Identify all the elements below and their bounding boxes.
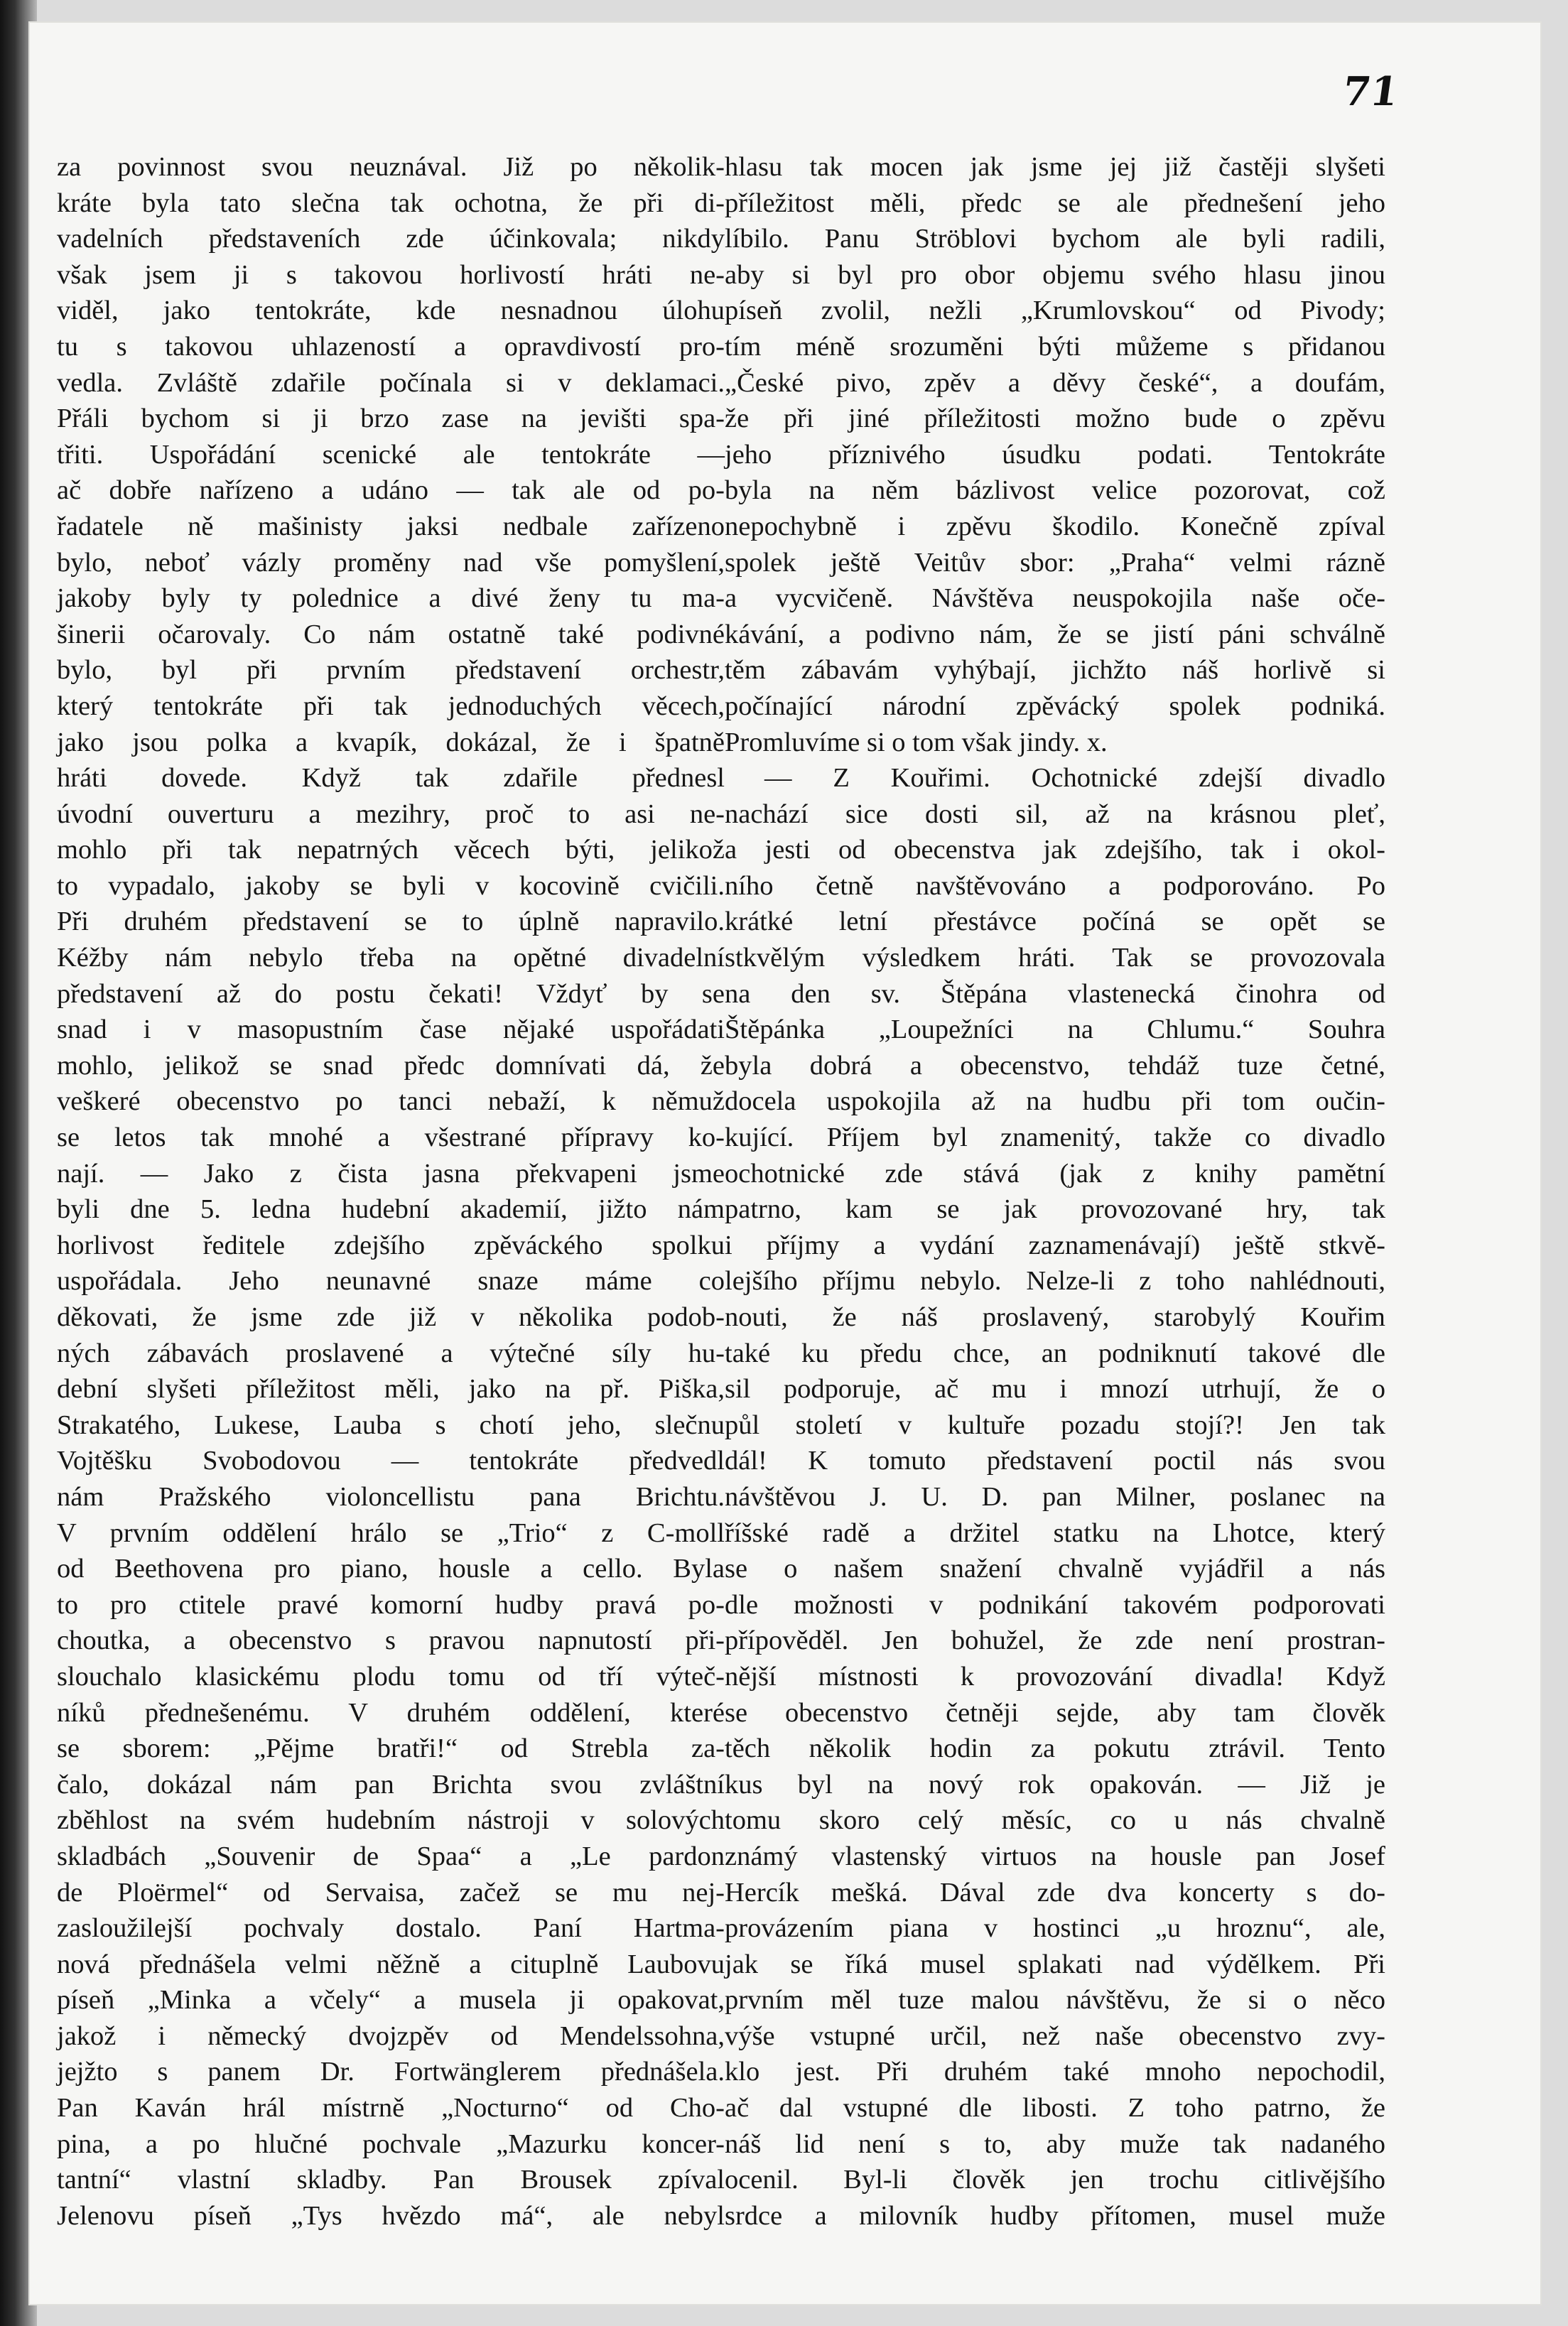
text-line: se sborem: „Pějme bratři!“ od Strebla za- [57, 1733, 725, 1764]
text-line: tomu skoro celý měsíc, co u nás chvalně [725, 1805, 1385, 1836]
text-line: skladbách „Souvenir de Spaa“ a „Le pardon [57, 1841, 725, 1871]
text-line: jejžto s panem Dr. Fortwänglerem přednášela. [57, 2057, 725, 2087]
text-line: veškeré obecenstvo po tanci nebaží, k němuž [57, 1086, 725, 1117]
text-line: hlasu tak mocen jak jsme jej již častěji slyšeti [725, 152, 1385, 182]
text-line: níků přednešenému. V druhém oddělení, které [57, 1697, 725, 1728]
text-line: jak se říká musel splakati nad výdělkem. Při [725, 1949, 1385, 1979]
text-line: těm zábavám vyhýbají, jichžto náš horlivě si [725, 655, 1385, 686]
text-line: že při jiné příležitosti možno bude o zpěvu [725, 404, 1385, 434]
text-line: známý vlastenský virtuos na housle pan Josef [725, 1841, 1385, 1871]
text-line: Strakatého, Lukese, Lauba s chotí jeho, slečnu [57, 1410, 725, 1440]
text-line: patrno, kam se jak provozované hry, tak [725, 1194, 1385, 1225]
text-line: čalo, dokázal nám pan Brichta svou zvláštní [57, 1769, 725, 1800]
text-line: nouti, že náš proslavený, starobylý Kouřim [725, 1302, 1385, 1332]
text-line: prvním měl tuze malou návštěvu, že si o něco [725, 1985, 1385, 2016]
text-line: ního četně navštěvováno a podporováno. Po [725, 870, 1385, 901]
text-line: viděl, jako tentokráte, kde nesnadnou úlohu [57, 296, 725, 326]
text-line: Promluvíme si o tom však jindy. x. [725, 727, 1108, 757]
text-line: počínající národní zpěvácký spolek podniká. [725, 691, 1385, 721]
text-line: zběhlost na svém hudebním nástroji v solových [57, 1805, 725, 1836]
text-line: docela uspokojila až na hudbu při tom oučin- [725, 1086, 1385, 1117]
text-line: — Z Kouřimi. Ochotnické zdejší divadlo [764, 763, 1385, 794]
text-line: Pan Kaván hrál místrně „Nocturno“ od Cho- [57, 2093, 725, 2124]
text-line: tantní“ vlastní skladby. Pan Brousek zpíval [57, 2165, 725, 2195]
text-line: ochotnické zde stává (jak z knihy pamětní [725, 1158, 1385, 1189]
text-line: návštěvou J. U. D. pan Milner, poslanec na [725, 1481, 1385, 1512]
left-text-column [57, 149, 725, 2234]
text-line: od Beethovena pro piano, housle a cello. Byla [57, 1554, 725, 1584]
text-line: klo jest. Při druhém také mnoho nepochodil, [725, 2057, 1385, 2087]
text-line: choutka, a obecenstvo s pravou napnutostí při- [57, 1626, 725, 1656]
text-line: však jsem ji s takovou horlivostí hráti ne- [57, 259, 725, 290]
text-line: a jesti od obecenstva jak zdejšího, tak i okol- [725, 835, 1385, 865]
text-line: který tentokráte při tak jednoduchých věcech, [57, 691, 725, 721]
text-line: pina, a po hlučné pochvale „Mazurku koncer- [57, 2128, 725, 2159]
text-line: snad i v masopustním čase nějaké uspořádati [57, 1015, 725, 1045]
text-line: nachází sice dosti sil, až na krásnou pleť, [725, 799, 1385, 829]
text-line: šinerii očarovaly. Co nám ostatně také podivné [57, 619, 725, 649]
text-line: jakoby byly ty polednice a divé ženy tu ma- [57, 583, 725, 614]
text-line: i příjmy a vydání zaznamenávají) ještě stkvě- [725, 1230, 1385, 1260]
text-line: ocenil. Byl-li člověk jen trochu citlivějšího [725, 2165, 1385, 2195]
text-line: a vycvičeně. Návštěva neuspokojila naše oče- [725, 583, 1385, 614]
text-line: úvodní ouverturu a mezihry, proč to asi ne- [57, 799, 725, 829]
text-line: byli dne 5. ledna hudební akademií, jižto nám [57, 1194, 725, 1225]
text-line: aby si byl pro obor objemu svého hlasu jinou [725, 259, 1385, 290]
right-text-column [725, 149, 1385, 2234]
text-line: to vypadalo, jakoby se byli v kocovině cvičili. [57, 870, 725, 901]
text-line: děkovati, že jsme zde již v několika podob- [57, 1302, 725, 1332]
text-line: píseň zvolil, nežli „Krumlovskou“ od Pivody; [725, 296, 1385, 326]
text-line: dební slyšeti příležitost měli, jako na př. Piška, [57, 1374, 725, 1405]
text-line: se letos tak mnohé a všestrané přípravy ko- [57, 1123, 725, 1153]
text-line: líbilo. Panu Ströblovi bychom ale byli radili, [725, 224, 1385, 254]
text-line: stkvělým výsledkem hráti. Tak se provozovala [725, 943, 1385, 973]
text-line: lejšího příjmu nebylo. Nelze-li z toho nahlédnouti, [725, 1266, 1385, 1297]
text-line: kráte byla tato slečna tak ochotna, že při di- [57, 188, 725, 218]
text-line: jeho příznivého úsudku podati. Tentokráte [725, 439, 1385, 470]
text-line: se o našem snažení chvalně vyjádřil a nás [725, 1554, 1385, 1584]
text-line: „České pivo, zpěv a děvy české“, a doufám, [725, 367, 1385, 398]
text-line: Kéžby nám nebylo třeba na opětné divadelní [57, 943, 725, 973]
text-line: jako jsou polka a kvapík, dokázal, že i špatně [57, 727, 725, 757]
text-line: Jelenovu píseň „Tys hvězdo má“, ale nebyl [57, 2200, 725, 2231]
text-line: to pro ctitele pravé komorní hudby pravá po- [57, 1589, 725, 1620]
text-line: uspořádala. Jeho neunavné snaze máme co [57, 1266, 725, 1297]
text-line: zasloužilejší pochvaly dostalo. Paní Hartma- [57, 1913, 725, 1944]
text-line: bylo, byl při prvním představení orchestr, [57, 655, 725, 686]
text-line: Vojtěšku Svobodovou — tentokráte předvedl [57, 1446, 725, 1476]
text-line: tu s takovou uhlazeností a opravdivostí pro- [57, 331, 725, 362]
text-line: V prvním oddělení hrálo se „Trio“ z C-moll [57, 1518, 725, 1548]
text-line: srdce a milovník hudby přítomen, musel muže [725, 2200, 1385, 2231]
text-line: výše vstupné určil, než naše obecenstvo zvy- [725, 2021, 1385, 2051]
text-line: kus byl na nový rok opakován. — Již je [725, 1769, 1385, 1800]
text-line: kující. Příjem byl znamenitý, takže co divadlo [725, 1123, 1385, 1153]
text-line: Štěpánka „Loupežníci na Chlumu.“ Souhra [725, 1015, 1385, 1045]
text-line: byla dobrá a obecenstvo, tehdáž tuze četné, [725, 1050, 1385, 1081]
text-line: nají. — Jako z čista jasna překvapeni jsme [57, 1158, 725, 1189]
text-line: sil podporuje, ač mu i mnozí utrhují, že o [725, 1374, 1385, 1405]
text-line: na den sv. Štěpána vlastenecká činohra od [725, 978, 1385, 1009]
text-line: dle možnosti v podnikání takovém podporovati [725, 1589, 1385, 1620]
text-line: Při druhém představení se to úplně napravilo. [57, 907, 725, 937]
text-line: nepochybně i zpěvu škodilo. Konečně zpíval [725, 511, 1385, 541]
text-line: ač dal vstupné dle libosti. Z toho patrno, že [725, 2093, 1385, 2124]
text-line: provázením piana v hostinci „u hroznu“, ale, [725, 1913, 1385, 1944]
text-line: ač dobře nařízeno a udáno — tak ale od po- [57, 475, 725, 506]
text-line: přípověděl. Jen bohužel, že zde není prostran- [725, 1626, 1385, 1656]
text-line: bylo, neboť vázly proměny nad vše pomyšlení, [57, 547, 725, 578]
text-line: mohlo při tak nepatrných věcech býti, jelikož [57, 835, 725, 865]
text-line: Hercík mešká. Dával zde dva koncerty s do- [725, 1877, 1385, 1908]
text-line: představení až do postu čekati! Vždyť by se [57, 978, 725, 1009]
text-line: horlivost ředitele zdejšího zpěváckého spolku [57, 1230, 725, 1260]
text-line: kávání, a podivno nám, že se jistí páni schválně [725, 619, 1385, 649]
text-line: vedla. Zvláště zdařile počínala si v deklamaci. [57, 367, 725, 398]
text-line: Přáli bychom si ji brzo zase na jevišti spa- [57, 404, 725, 434]
text-line: řadatele ně mašinisty jaksi nedbale zařízeno [57, 511, 725, 541]
text-line: půl století v kultuře pozadu stojí?! Jen tak [725, 1410, 1385, 1440]
page-number: 71 [1339, 68, 1402, 115]
text-line: spolek ještě Veitův sbor: „Praha“ velmi rázně [725, 547, 1385, 578]
text-line: vadelních představeních zde účinkovala; nikdy [57, 224, 725, 254]
text-line: mohlo, jelikož se snad předc domnívati dá, že [57, 1050, 725, 1081]
text-line: třiti. Uspořádání scenické ale tentokráte — [57, 439, 725, 470]
text-line: slouchalo klasickému plodu tomu od tří výteč- [57, 1661, 725, 1692]
text-line: tím méně srozuměni býti můžeme s přidanou [725, 331, 1385, 362]
book-page [28, 21, 1542, 2305]
text-line: za povinnost svou neuznával. Již po několik- [57, 152, 725, 182]
text-line: ných zábavách proslavené a výtečné síly hu- [57, 1338, 725, 1368]
text-line: těch několik hodin za pokutu ztrávil. Tento [725, 1733, 1385, 1764]
text-line: říšské radě a držitel statku na Lhotce, který [725, 1518, 1385, 1548]
text-line: nová přednášela velmi něžně a cituplně Laubovu [57, 1949, 725, 1979]
text-line: dál! K tomuto představení poctil nás svou [725, 1446, 1385, 1476]
text-line: de Ploërmel“ od Servaisa, začež se mu nej- [57, 1877, 725, 1908]
text-line: byla na něm bázlivost velice pozorovat, což [725, 475, 1385, 506]
text-line: píseň „Minka a včely“ a musela ji opakovat, [57, 1985, 725, 2016]
text-line: nám Pražského violoncellistu pana Brichtu. [57, 1481, 725, 1512]
text-line: krátké letní přestávce počíná se opět se [725, 907, 1385, 937]
text-line: příležitost měli, předc se ale přednešení jeho [725, 188, 1385, 218]
text-line: hráti dovede. Když tak zdařile přednesl [57, 763, 725, 794]
text-line: také ku předu chce, an podniknutí takové dle [725, 1338, 1385, 1368]
text-line: náš lid není s to, aby muže tak nadaného [725, 2128, 1385, 2159]
text-line: nější místnosti k provozování divadla! Když [725, 1661, 1385, 1692]
text-line: se obecenstvo četněji sejde, aby tam člověk [725, 1697, 1385, 1728]
text-line: jakož i německý dvojzpěv od Mendelssohna, [57, 2021, 725, 2051]
